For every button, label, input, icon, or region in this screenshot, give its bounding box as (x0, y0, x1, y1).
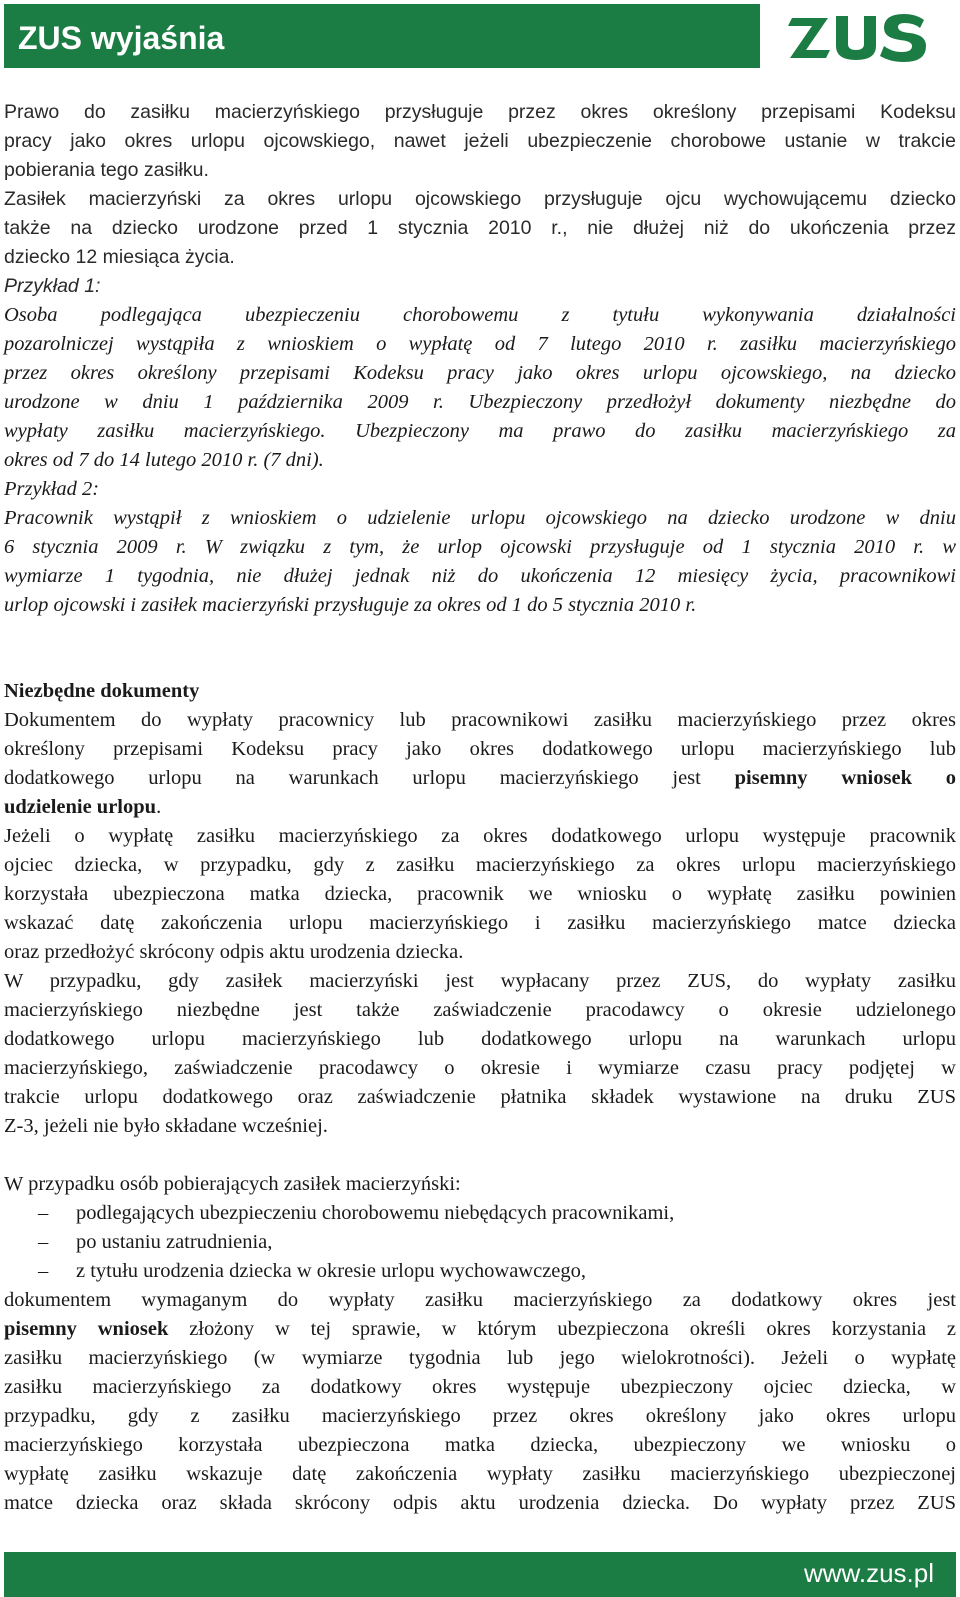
list-item (4, 1228, 956, 1257)
doc-p5-line-3: zasiłku macierzyńskiego (w wymiarze tygodnia lub jego wielokrotności). Jeżeli o wypłatę (4, 1347, 956, 1369)
doc-p5-line-7: wypłatę zasiłku wskazuje datę zakończenia wypłaty zasiłku macierzyńskiego ubezpieczonej (4, 1463, 956, 1485)
doc-p2-line-2: ojciec dziecka, w przypadku, gdy z zasiłku macierzyńskiego za okres urlopu macierzyńskiego (4, 854, 956, 876)
doc-p3-line-6: Z-3, jeżeli nie było składane wcześniej. (4, 1115, 328, 1137)
footer-banner (4, 1552, 956, 1597)
header-title: ZUS wyjaśnia (18, 20, 225, 56)
example-1-line-5: wypłaty zasiłku macierzyńskiego. Ubezpieczony ma prawo do zasiłku macierzyńskiego za (4, 420, 956, 442)
doc-p5-line-1: dokumentem wymaganym do wypłaty zasiłku macierzyńskiego za dodatkowy okres jest (4, 1289, 956, 1311)
example-1-line-6: okres od 7 do 14 lutego 2010 r. (7 dni). (4, 449, 324, 471)
doc-p5-line-5: przypadku, gdy z zasiłku macierzyńskiego przez okres określony jako okres urlopu (4, 1405, 956, 1427)
doc-p2-line-5: oraz przedłożyć skrócony odpis aktu urodzenia dziecka. (4, 941, 464, 963)
dash-marker: – (38, 1231, 49, 1253)
doc-p4-line-1: W przypadku osób pobierających zasiłek macierzyński: (4, 1173, 461, 1195)
example-1-label: Przykład 1: (4, 275, 101, 297)
doc-p5-line-6: macierzyńskiego korzystała ubezpieczona matka dziecka, ubezpieczony we wniosku o (4, 1434, 956, 1456)
doc-p2-line-1: Jeżeli o wypłatę zasiłku macierzyńskiego za okres dodatkowego urlopu występuje pracownik (4, 825, 956, 847)
example-1-line-4: urodzone w dniu 1 października 2009 r. Ubezpieczony przedłożył dokumenty niezbędne do (4, 391, 956, 413)
intro-line-6: dziecko 12 miesiąca życia. (4, 246, 235, 268)
header-banner (4, 4, 956, 68)
doc-p1-line-4 (4, 793, 956, 822)
example-2-line-3: wymiarze 1 tygodnia, nie dłużej jednak niż do ukończenia 12 miesięcy życia, pracownikowi (4, 565, 956, 587)
intro-line-2: pracy jako okres urlopu ojcowskiego, nawet jeżeli ubezpieczenie chorobowe ustanie w trakcie (4, 130, 956, 152)
dash-marker: – (38, 1202, 49, 1224)
doc-p3-line-4: macierzyńskiego, zaświadczenie pracodawcy o okresie i wymiarze czasu pracy podjętej w (4, 1057, 956, 1079)
doc-p3-line-3: dodatkowego urlopu macierzyńskiego lub dodatkowego urlopu na warunkach urlopu (4, 1028, 956, 1050)
doc-p1-line-3 (4, 764, 956, 793)
doc-p5-line-2-text: złożony w tej sprawie, w którym ubezpieczona określi okres korzystania z (168, 1318, 956, 1340)
doc-p1-bold-2: udzielenie urlopu (4, 796, 157, 818)
dash-marker: – (38, 1260, 49, 1282)
example-1-line-2: pozarolniczej wystąpiła z wnioskiem o wypłatę od 7 lutego 2010 r. zasiłku macierzyńskiego (4, 333, 956, 355)
doc-p3-line-5: trakcie urlopu dodatkowego oraz zaświadczenie płatnika składek wystawione na druku ZUS (4, 1086, 956, 1108)
example-1-line-3: przez okres określony przepisami Kodeksu pracy jako okres urlopu ojcowskiego, na dziecko (4, 362, 956, 384)
document-body (4, 98, 956, 1518)
list-item (4, 1257, 956, 1286)
example-2-line-4: urlop ojcowski i zasiłek macierzyński przysługuje za okres od 1 do 5 stycznia 2010 r. (4, 594, 697, 616)
doc-p1-line-2: określony przepisami Kodeksu pracy jako okres dodatkowego urlopu macierzyńskiego lub (4, 738, 956, 760)
list-item-text: podlegających ubezpieczeniu chorobowemu niebędących pracownikami, (76, 1202, 675, 1224)
example-2-line-2: 6 stycznia 2009 r. W związku z tym, że urlop ojcowski przysługuje od 1 stycznia 2010 r. w (4, 536, 956, 558)
intro-line-5: także na dziecko urodzone przed 1 stycznia 2010 r., nie dłużej niż do ukończenia przez (4, 217, 956, 239)
intro-line-4: Zasiłek macierzyński za okres urlopu ojcowskiego przysługuje ojcu wychowującemu dziecko (4, 188, 956, 210)
doc-p1-line-1: Dokumentem do wypłaty pracownicy lub pracownikowi zasiłku macierzyńskiego przez okres (4, 709, 956, 731)
doc-p5-bold: pisemny wniosek (4, 1318, 169, 1340)
doc-p5-line-4: zasiłku macierzyńskiego za dodatkowy okres występuje ubezpieczony ojciec dziecka, w (4, 1376, 956, 1398)
list-item-text: z tytułu urodzenia dziecka w okresie urlopu wychowawczego, (76, 1260, 587, 1282)
example-2-line-1: Pracownik wystąpił z wnioskiem o udzielenie urlopu ojcowskiego na dziecko urodzone w dniu (4, 507, 956, 529)
intro-line-3: pobierania tego zasiłku. (4, 159, 209, 181)
footer-url[interactable]: www.zus.pl (803, 1558, 934, 1588)
doc-p2-line-4: wskazać datę zakończenia urlopu macierzyńskiego i zasiłku macierzyńskiego matce dziecka (4, 912, 956, 934)
zus-logo-graphic (784, 8, 934, 64)
example-2-label: Przykład 2: (4, 478, 100, 500)
list-item (4, 1199, 956, 1228)
doc-p1-bold-1: pisemny wniosek o (734, 767, 957, 789)
example-1-line-1: Osoba podlegająca ubezpieczeniu chorobowemu z tytułu wykonywania działalności (4, 304, 956, 326)
doc-p3-line-2: macierzyńskiego niezbędne jest także zaświadczenie pracodawcy o okresie udzielonego (4, 999, 956, 1021)
intro-line-1: Prawo do zasiłku macierzyńskiego przysługuje przez okres określony przepisami Kodeksu (4, 101, 956, 123)
doc-p5-line-2 (4, 1315, 956, 1344)
zus-logo (760, 4, 956, 68)
doc-p2-line-3: korzystała ubezpieczona matka dziecka, pracownik we wniosku o wypłatę zasiłku powinien (4, 883, 956, 905)
doc-p1-period: . (156, 796, 162, 818)
section-heading: Niezbędne dokumenty (4, 680, 200, 702)
list-item-text: po ustaniu zatrudnienia, (76, 1231, 273, 1253)
doc-p3-line-1: W przypadku, gdy zasiłek macierzyński jest wypłacany przez ZUS, do wypłaty zasiłku (4, 970, 956, 992)
doc-p1-line-3-text: dodatkowego urlopu na warunkach urlopu macierzyńskiego jest (4, 767, 701, 789)
doc-p5-line-8: matce dziecka oraz składa skrócony odpis aktu urodzenia dziecka. Do wypłaty przez ZUS (4, 1492, 956, 1514)
